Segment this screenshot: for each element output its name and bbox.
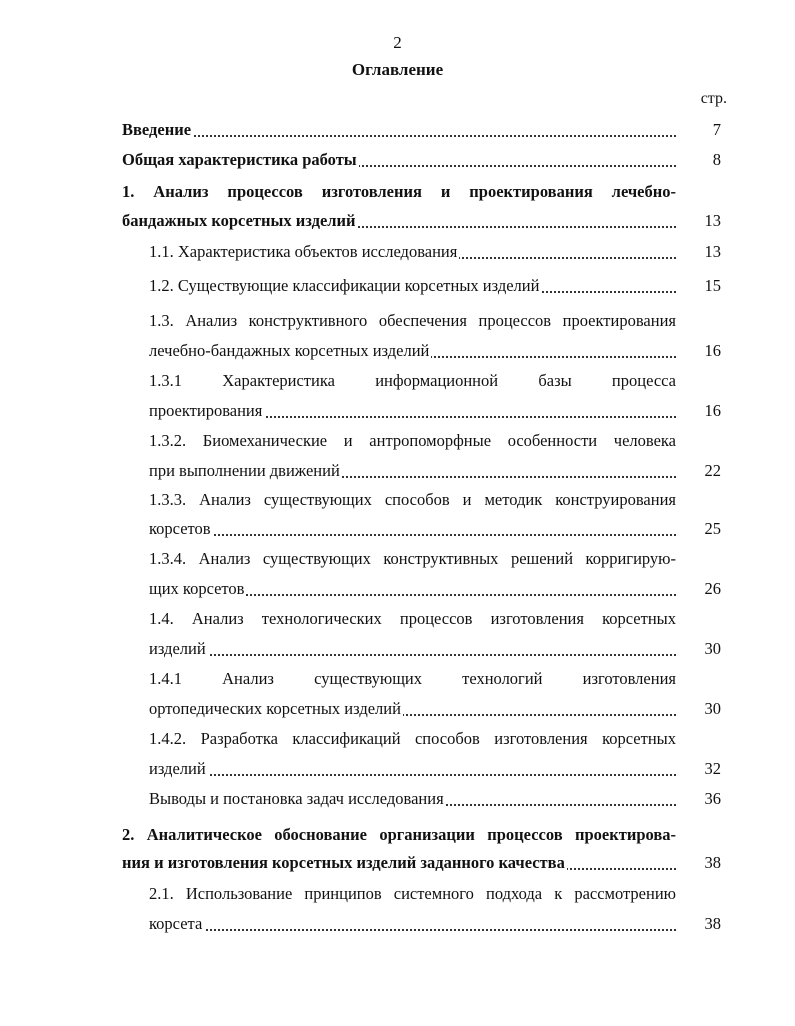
toc-entry-page: 22 — [704, 461, 721, 480]
toc-entry-page: 13 — [704, 211, 721, 230]
toc-entry-title: корсета — [149, 914, 676, 934]
toc-entry-title: проектирования — [149, 401, 676, 421]
toc-entry-title: Введение — [122, 120, 676, 140]
toc-entry-title: 1.4.1 Анализ существующих технологий изготовления — [149, 669, 676, 688]
dot-leader — [149, 774, 676, 776]
toc-entry-title: 2.1. Использование принципов системного подхода к рассмотрению — [149, 884, 676, 903]
dot-leader — [149, 654, 676, 656]
toc-entry-title: 1.3.1 Характеристика информационной базы процесса — [149, 371, 676, 390]
page-column-label: стр. — [700, 90, 727, 107]
toc-entry-page: 30 — [704, 639, 721, 658]
toc-entry-page: 38 — [704, 853, 721, 872]
toc-entry-title: ортопедических корсетных изделий — [149, 699, 676, 719]
toc-entry-title: 1.3. Анализ конструктивного обеспечения процессов проектирования — [149, 311, 676, 330]
toc-entry-title: корсетов — [149, 519, 676, 539]
toc-entry-title: лечебно-бандажных корсетных изделий — [149, 341, 676, 361]
dot-leader — [149, 929, 676, 931]
toc-entry-title: изделий — [149, 639, 676, 659]
toc-entry-page: 16 — [704, 401, 721, 420]
toc-entry-title: 1.4. Анализ технологических процессов изготовления корсетных — [149, 609, 676, 628]
toc-entry-title: 1.3.2. Биомеханические и антропоморфные особенности человека — [149, 431, 676, 450]
dot-leader — [122, 135, 676, 137]
toc-entry-title: бандажных корсетных изделий — [122, 211, 676, 231]
toc-entry-page: 32 — [704, 759, 721, 778]
toc-entry-title: Общая характеристика работы — [122, 150, 676, 170]
toc-entry-title: 2. Аналитическое обоснование организации процессов проектирова- — [122, 825, 676, 844]
toc-entry-page: 26 — [704, 579, 721, 598]
toc-entry-title: 1.4.2. Разработка классификаций способов изготовления корсетных — [149, 729, 676, 748]
toc-entry-page: 8 — [712, 150, 721, 169]
toc-entry-title: 1.1. Характеристика объектов исследования — [149, 242, 676, 262]
page-number: 2 — [393, 33, 402, 52]
toc-entry-title: ния и изготовления корсетных изделий заданного качества — [122, 853, 676, 873]
toc-entry-title: 1. Анализ процессов изготовления и проектирования лечебно- — [122, 182, 676, 201]
toc-entry-page: 7 — [712, 120, 721, 139]
toc-entry-page: 36 — [704, 789, 721, 808]
toc-entry-page: 16 — [704, 341, 721, 360]
toc-entry-title: щих корсетов — [149, 579, 676, 599]
toc-entry-title: 1.3.3. Анализ существующих способов и методик конструирования — [149, 490, 676, 509]
toc-entry-title: изделий — [149, 759, 676, 779]
toc-entry-title: 1.3.4. Анализ существующих конструктивных решений корригирую- — [149, 549, 676, 568]
toc-entry-page: 38 — [704, 914, 721, 933]
toc-entry-title: 1.2. Существующие классификации корсетных изделий — [149, 276, 676, 296]
toc-heading: Оглавление — [351, 60, 444, 79]
toc-entry-page: 15 — [704, 276, 721, 295]
toc-entry-title: Выводы и постановка задач исследования — [149, 789, 676, 809]
toc-entry-page: 25 — [704, 519, 721, 538]
toc-entry-title: при выполнении движений — [149, 461, 676, 481]
toc-entry-page: 30 — [704, 699, 721, 718]
toc-entry-page: 13 — [704, 242, 721, 261]
dot-leader — [149, 534, 676, 536]
